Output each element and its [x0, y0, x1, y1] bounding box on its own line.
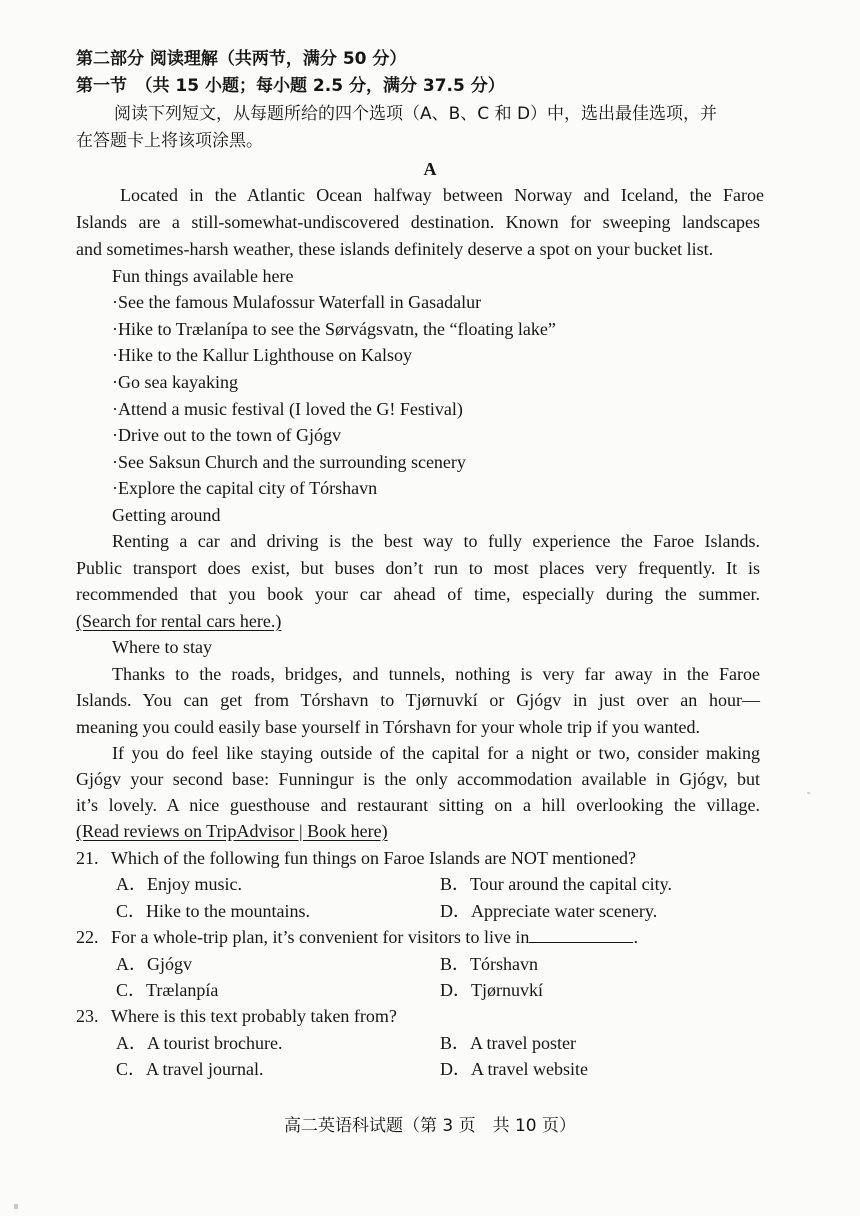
question-21	[76, 845, 636, 871]
getting-heading: Getting around	[112, 505, 221, 525]
answer-blank	[529, 924, 633, 943]
page-footer: 高二英语科试题（第 3 页 共 10 页）	[283, 1116, 577, 1136]
stay2-line-2: Gjógv your second base: Funningur is the only accommodation available in Gjógv, but	[76, 769, 760, 789]
getting-line-1: Renting a car and driving is the best way to fully experience the Faroe Islands.	[112, 531, 760, 551]
stay-heading: Where to stay	[112, 637, 212, 657]
option-22-c[interactable]: C．Trælanpía	[116, 980, 219, 1000]
stay-line-3: meaning you could easily base yourself in Tórshavn for your whole trip if you wanted.	[76, 717, 701, 737]
instruction-line-1: 阅读下列短文，从每题所给的四个选项（A、B、C 和 D）中，选出最佳选项，并	[114, 104, 718, 124]
scan-speck	[14, 1204, 18, 1209]
rental-cars-link[interactable]: (Search for rental cars here.)	[76, 611, 282, 631]
intro-line-1: Located in the Atlantic Ocean halfway between Norway and Iceland, the Faroe	[120, 185, 764, 205]
option-21-b[interactable]: B．Tour around the capital city.	[440, 874, 673, 894]
question-stem-end: .	[633, 927, 638, 947]
option-22-a[interactable]: A．Gjógv	[116, 954, 192, 974]
question-stem: Where is this text probably taken from?	[111, 1006, 397, 1026]
question-stem: Which of the following fun things on Faroe Islands are NOT mentioned?	[111, 848, 637, 868]
stay-line-1: Thanks to the roads, bridges, and tunnels, nothing is very far away in the Faroe	[112, 664, 760, 684]
question-number: 22.	[76, 927, 99, 947]
question-stem: For a whole-trip plan, it’s convenient for visitors to live in	[111, 927, 530, 947]
passage-letter: A	[423, 159, 437, 179]
question-22	[76, 924, 638, 950]
question-number: 21.	[76, 848, 99, 868]
fun-heading: Fun things available here	[112, 266, 294, 286]
getting-line-2: Public transport does exist, but buses don’t run to most places very frequently. It is	[76, 558, 760, 578]
option-23-d[interactable]: D．A travel website	[440, 1059, 588, 1079]
fun-item: ·Hike to Trælanípa to see the Sørvágsvatn, the “floating lake”	[112, 319, 556, 339]
fun-item: ·Explore the capital city of Tórshavn	[112, 478, 378, 498]
section-title: 第一节 （共 15 小题；每小题 2.5 分，满分 37.5 分）	[76, 76, 505, 96]
fun-item: ·See Saksun Church and the surrounding scenery	[112, 452, 466, 472]
option-21-a[interactable]: A．Enjoy music.	[116, 874, 242, 894]
fun-item: ·Hike to the Kallur Lighthouse on Kalsoy	[112, 345, 412, 365]
stay-line-2: Islands. You can get from Tórshavn to Tjørnuvkí or Gjógv in just over an hour—	[76, 690, 760, 710]
question-23	[76, 1003, 397, 1029]
option-23-a[interactable]: A．A tourist brochure.	[116, 1033, 283, 1053]
option-23-c[interactable]: C．A travel journal.	[116, 1059, 264, 1079]
instruction-line-2: 在答题卡上将该项涂黑。	[76, 131, 263, 151]
option-22-d[interactable]: D．Tjørnuvkí	[440, 980, 543, 1000]
fun-item: ·Go sea kayaking	[112, 372, 238, 392]
scan-speck	[807, 792, 810, 794]
stay2-line-3: it’s lovely. A nice guesthouse and restaurant sitting on a hill overlooking the village.	[76, 795, 760, 815]
option-21-d[interactable]: D．Appreciate water scenery.	[440, 901, 658, 921]
question-number: 23.	[76, 1006, 99, 1026]
part-title: 第二部分 阅读理解（共两节，满分 50 分）	[76, 49, 407, 69]
option-21-c[interactable]: C．Hike to the mountains.	[116, 901, 310, 921]
fun-item: ·Attend a music festival (I loved the G! Festival)	[112, 399, 463, 419]
getting-line-3: recommended that you book your car ahead of time, especially during the summer.	[76, 584, 760, 604]
fun-item: ·See the famous Mulafossur Waterfall in Gasadalur	[112, 292, 482, 312]
intro-line-2: Islands are a still-somewhat-undiscovered destination. Known for sweeping landscapes	[76, 212, 760, 232]
intro-line-3: and sometimes-harsh weather, these islands definitely deserve a spot on your bucket list.	[76, 239, 714, 259]
option-22-b[interactable]: B．Tórshavn	[440, 954, 538, 974]
fun-item: ·Drive out to the town of Gjógv	[112, 425, 341, 445]
option-23-b[interactable]: B．A travel poster	[440, 1033, 576, 1053]
reviews-link[interactable]: (Read reviews on TripAdvisor | Book here)	[76, 821, 388, 841]
stay2-line-1: If you do feel like staying outside of the capital for a night or two, consider making	[112, 743, 760, 763]
